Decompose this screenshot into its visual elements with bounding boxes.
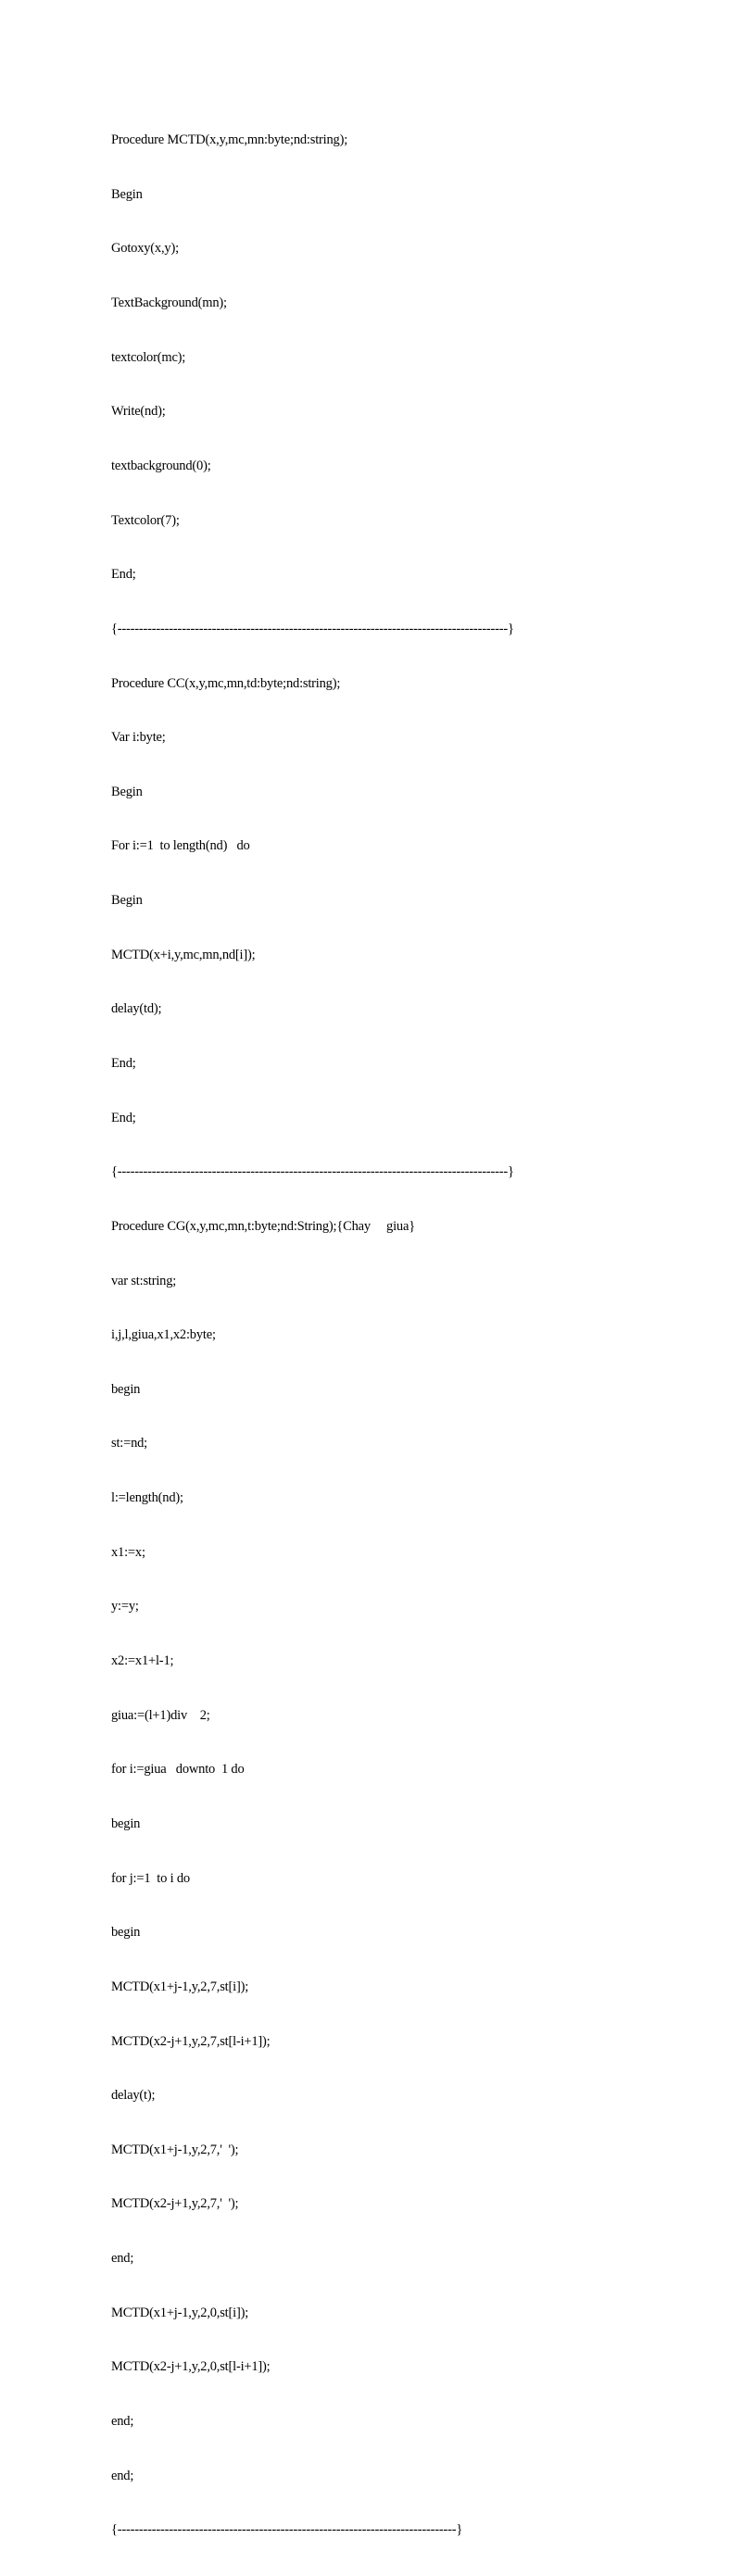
code-line: TextBackground(mn);	[111, 295, 227, 311]
code-line: end;	[111, 2251, 134, 2267]
code-line: giua:=(l+1)div 2;	[111, 1707, 210, 1723]
separator-comment: {-------------------------------------------------------------------------------}	[111, 2522, 463, 2538]
code-line: l:=length(nd);	[111, 1490, 183, 1506]
code-line: MCTD(x1+j-1,y,2,7,' ');	[111, 2142, 239, 2157]
code-line: textbackground(0);	[111, 458, 211, 473]
code-line: begin	[111, 1381, 141, 1397]
code-line: delay(t);	[111, 2088, 156, 2104]
code-line: Textcolor(7);	[111, 512, 180, 528]
code-line: MCTD(x2-j+1,y,2,7,st[l-i+1]);	[111, 2033, 271, 2049]
code-line: Begin	[111, 186, 143, 202]
code-line: MCTD(x1+j-1,y,2,0,st[i]);	[111, 2305, 249, 2320]
separator-comment: {-------------------------------------------------------------------------------------------}	[111, 621, 514, 636]
code-line: Write(nd);	[111, 404, 166, 420]
code-line: for i:=giua downto 1 do	[111, 1762, 245, 1778]
code-line: var st:string;	[111, 1273, 177, 1288]
code-line: y:=y;	[111, 1599, 139, 1615]
code-line: textcolor(mc);	[111, 349, 186, 365]
code-line: MCTD(x1+j-1,y,2,7,st[i]);	[111, 1979, 249, 1994]
code-line: Begin	[111, 784, 143, 799]
code-line: end;	[111, 2414, 134, 2429]
code-line: End;	[111, 567, 136, 583]
code-line: MCTD(x2-j+1,y,2,0,st[l-i+1]);	[111, 2359, 271, 2375]
code-line: Begin	[111, 893, 143, 909]
code-line: Procedure CC(x,y,mc,mn,td:byte;nd:string);	[111, 675, 341, 691]
code-line: For i:=1 to length(nd) do	[111, 838, 250, 854]
code-line: Gotoxy(x,y);	[111, 241, 179, 257]
separator-comment: {-------------------------------------------------------------------------------------------}	[111, 1164, 514, 1180]
pascal-code-listing	[111, 95, 686, 2576]
code-line: begin	[111, 1925, 141, 1941]
code-line: Var i:byte;	[111, 730, 166, 746]
code-line: End;	[111, 1110, 136, 1125]
code-line: i,j,l,giua,x1,x2:byte;	[111, 1327, 216, 1343]
code-line: End;	[111, 1055, 136, 1071]
code-line: Procedure CG(x,y,mc,mn,t:byte;nd:String);{Chay giua}	[111, 1218, 415, 1234]
code-line: MCTD(x+i,y,mc,mn,nd[i]);	[111, 947, 256, 962]
code-line: MCTD(x2-j+1,y,2,7,' ');	[111, 2196, 239, 2212]
code-line: x2:=x1+l-1;	[111, 1653, 174, 1669]
code-line: Procedure MCTD(x,y,mc,mn:byte;nd:string);	[111, 132, 348, 148]
code-line: st:=nd;	[111, 1436, 148, 1451]
code-line: for j:=1 to i do	[111, 1870, 190, 1886]
code-line: begin	[111, 1816, 141, 1831]
code-line: delay(td);	[111, 1001, 162, 1017]
code-line: x1:=x;	[111, 1544, 145, 1560]
code-line: end;	[111, 2468, 134, 2483]
